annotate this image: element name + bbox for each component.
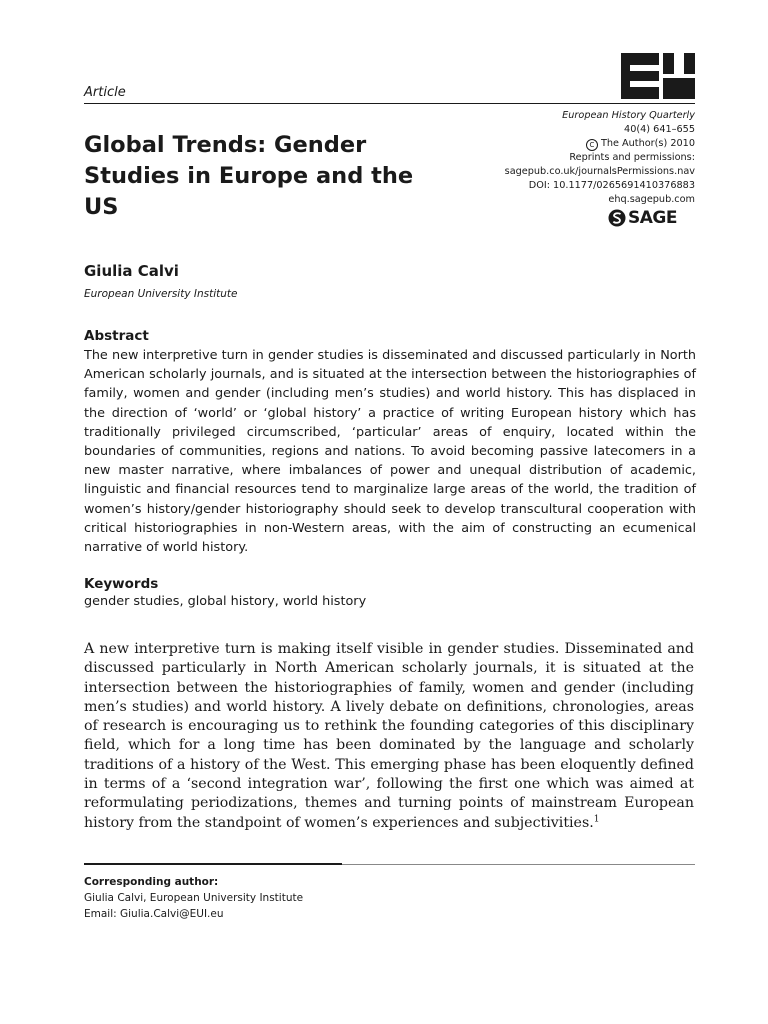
abstract-heading: Abstract [84, 328, 149, 344]
header-rule [84, 103, 695, 104]
copyright-icon: C [586, 139, 598, 151]
footnote-ref[interactable]: 1 [593, 813, 600, 824]
abstract-text: The new interpretive turn in gender studies is disseminated and discussed particularly in North American scholarly journals, and is situated at the intersection between the historiographies of family, women and gender (including men’s studies) and world history. This has displaced in the direction of ‘world’ or ‘global history’ a practice of writing European history which has traditionally privileged circumscribed, ‘particular’ areas of enquiry, located within the boundaries of communities, regions and nations. To avoid becoming passive latecomers in a new master narrative, where imbalances of power and unequal distribution of academic, linguistic and financial resources tend to marginalize large areas of the world, the tradition of women’s history/gender historiography should seek to develop transcultural cooperation with critical historiographies in non-Western areas, with the aim of constructing an ecumenical narrative of world history. [84, 348, 696, 556]
article-type-label: Article [84, 85, 126, 100]
author-affiliation: European University Institute [84, 288, 238, 300]
body-paragraph-text: A new interpretive turn is making itself visible in gender studies. Disseminated and discussed particularly in North American scholarly journals, it is situated at the intersection between the historiographies of family, women and gender (including men’s studies) and world history. A lively debate on definitions, chronologies, areas of research is encouraging us to rethink the founding categories of this disciplinary field, which for a long time has been dominated by the language and scholarly traditions of a history of the West. This emerging phase has been eloquently defined in terms of a ‘second integration war’, following the first one which was aimed at reformulating periodizations, themes and turning points of mainstream European history from the standpoint of women’s experiences and subjectivities. [84, 641, 694, 831]
journal-volume: 40(4) 641–655 [624, 124, 695, 135]
sage-logo [608, 207, 696, 229]
journal-site-link[interactable]: ehq.sagepub.com [608, 194, 695, 205]
journal-reprints: Reprints and permissions: [569, 152, 695, 163]
sage-circle-icon [608, 209, 626, 227]
corresponding-author-email[interactable]: Email: Giulia.Calvi@EUI.eu [84, 908, 224, 920]
journal-name: European History Quarterly [562, 110, 695, 121]
sage-wordmark: SAGE [628, 208, 677, 228]
journal-info [455, 109, 695, 207]
ehq-logo-icon [621, 53, 695, 99]
footnote-rule-accent [84, 863, 342, 865]
article-title: Global Trends: Gender Studies in Europe and the US [84, 132, 414, 220]
keywords-heading: Keywords [84, 576, 159, 592]
journal-copyright [455, 137, 695, 151]
body-paragraph [84, 640, 694, 833]
corresponding-author-heading: Corresponding author: [84, 876, 219, 888]
journal-permissions-link[interactable]: sagepub.co.uk/journalsPermissions.nav [504, 166, 695, 177]
corresponding-author-name: Giulia Calvi, European University Institute [84, 892, 304, 904]
author-name: Giulia Calvi [84, 262, 179, 280]
keywords-list: gender studies, global history, world history [84, 594, 367, 609]
copyright-text: The Author(s) 2010 [600, 138, 695, 149]
journal-doi[interactable]: DOI: 10.1177/0265691410376883 [528, 180, 695, 191]
